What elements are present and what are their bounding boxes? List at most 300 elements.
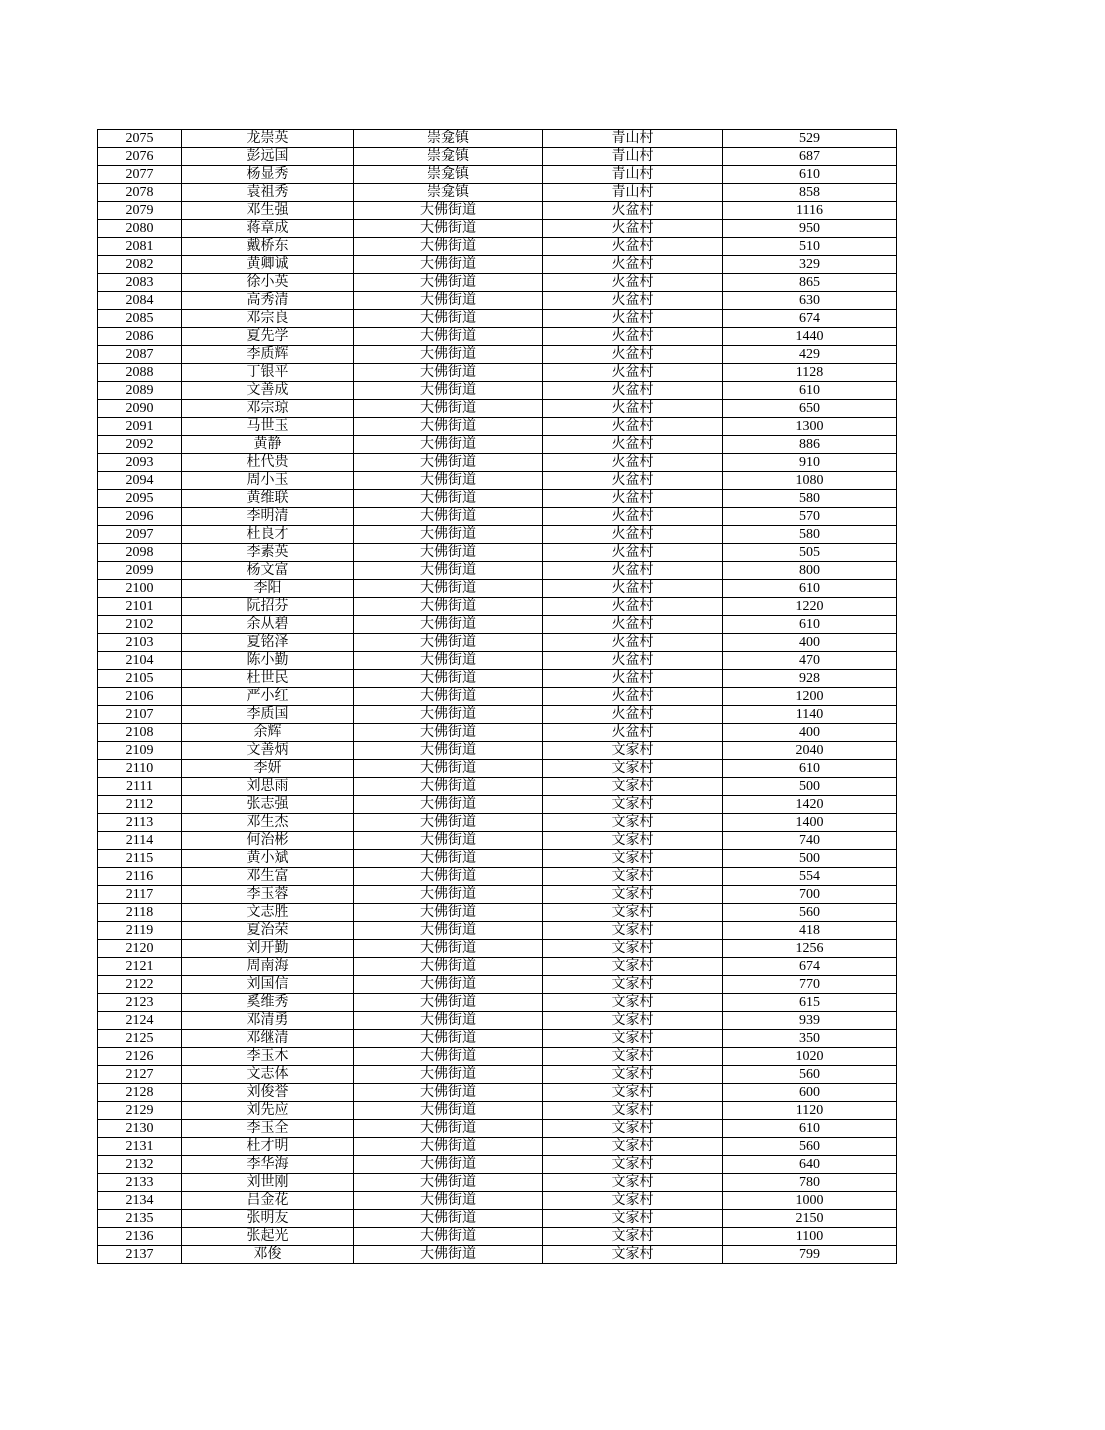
town-cell: 大佛街道 [354, 1210, 543, 1228]
village-cell: 火盆村 [543, 490, 723, 508]
table-row [98, 976, 897, 994]
row-number-cell: 2117 [98, 886, 182, 904]
table-row [98, 1192, 897, 1210]
village-cell: 文家村 [543, 1012, 723, 1030]
town-cell: 大佛街道 [354, 1066, 543, 1084]
village-cell: 火盆村 [543, 454, 723, 472]
village-cell: 文家村 [543, 1030, 723, 1048]
amount-cell: 740 [723, 832, 897, 850]
name-cell: 刘俊誉 [182, 1084, 354, 1102]
village-cell: 火盆村 [543, 202, 723, 220]
village-cell: 火盆村 [543, 256, 723, 274]
name-cell: 袁祖秀 [182, 184, 354, 202]
table-row [98, 130, 897, 148]
name-cell: 夏治荣 [182, 922, 354, 940]
village-cell: 文家村 [543, 976, 723, 994]
amount-cell: 560 [723, 904, 897, 922]
village-cell: 火盆村 [543, 634, 723, 652]
town-cell: 大佛街道 [354, 1138, 543, 1156]
town-cell: 大佛街道 [354, 220, 543, 238]
name-cell: 李玉木 [182, 1048, 354, 1066]
amount-cell: 939 [723, 1012, 897, 1030]
town-cell: 大佛街道 [354, 472, 543, 490]
name-cell: 邓生富 [182, 868, 354, 886]
name-cell: 李阳 [182, 580, 354, 598]
row-number-cell: 2120 [98, 940, 182, 958]
town-cell: 大佛街道 [354, 598, 543, 616]
table-row [98, 760, 897, 778]
town-cell: 大佛街道 [354, 1192, 543, 1210]
name-cell: 阮招芬 [182, 598, 354, 616]
town-cell: 大佛街道 [354, 382, 543, 400]
row-number-cell: 2079 [98, 202, 182, 220]
name-cell: 严小红 [182, 688, 354, 706]
amount-cell: 780 [723, 1174, 897, 1192]
table-row [98, 904, 897, 922]
row-number-cell: 2102 [98, 616, 182, 634]
amount-cell: 615 [723, 994, 897, 1012]
amount-cell: 800 [723, 562, 897, 580]
amount-cell: 554 [723, 868, 897, 886]
amount-cell: 350 [723, 1030, 897, 1048]
name-cell: 杜代贵 [182, 454, 354, 472]
table-row [98, 1174, 897, 1192]
row-number-cell: 2115 [98, 850, 182, 868]
row-number-cell: 2114 [98, 832, 182, 850]
name-cell: 邓宗良 [182, 310, 354, 328]
name-cell: 杨显秀 [182, 166, 354, 184]
amount-cell: 1140 [723, 706, 897, 724]
amount-cell: 400 [723, 634, 897, 652]
town-cell: 大佛街道 [354, 436, 543, 454]
amount-cell: 610 [723, 760, 897, 778]
table-row [98, 850, 897, 868]
town-cell: 大佛街道 [354, 580, 543, 598]
row-number-cell: 2087 [98, 346, 182, 364]
village-cell: 火盆村 [543, 526, 723, 544]
name-cell: 戴桥东 [182, 238, 354, 256]
table-row [98, 526, 897, 544]
table-row [98, 652, 897, 670]
table-row [98, 328, 897, 346]
name-cell: 龙崇英 [182, 130, 354, 148]
amount-cell: 2040 [723, 742, 897, 760]
row-number-cell: 2126 [98, 1048, 182, 1066]
row-number-cell: 2116 [98, 868, 182, 886]
table-row [98, 454, 897, 472]
village-cell: 青山村 [543, 148, 723, 166]
village-cell: 文家村 [543, 1138, 723, 1156]
row-number-cell: 2107 [98, 706, 182, 724]
row-number-cell: 2127 [98, 1066, 182, 1084]
row-number-cell: 2129 [98, 1102, 182, 1120]
village-cell: 文家村 [543, 742, 723, 760]
amount-cell: 1200 [723, 688, 897, 706]
town-cell: 大佛街道 [354, 526, 543, 544]
village-cell: 文家村 [543, 940, 723, 958]
village-cell: 火盆村 [543, 346, 723, 364]
amount-cell: 500 [723, 850, 897, 868]
town-cell: 大佛街道 [354, 922, 543, 940]
village-cell: 文家村 [543, 760, 723, 778]
row-number-cell: 2086 [98, 328, 182, 346]
row-number-cell: 2105 [98, 670, 182, 688]
village-cell: 火盆村 [543, 652, 723, 670]
name-cell: 文志胜 [182, 904, 354, 922]
table-row [98, 598, 897, 616]
village-cell: 文家村 [543, 814, 723, 832]
table-row [98, 364, 897, 382]
amount-cell: 418 [723, 922, 897, 940]
row-number-cell: 2119 [98, 922, 182, 940]
table-row [98, 1138, 897, 1156]
name-cell: 李玉全 [182, 1120, 354, 1138]
town-cell: 大佛街道 [354, 796, 543, 814]
table-row [98, 814, 897, 832]
row-number-cell: 2103 [98, 634, 182, 652]
row-number-cell: 2075 [98, 130, 182, 148]
town-cell: 大佛街道 [354, 202, 543, 220]
town-cell: 崇龛镇 [354, 166, 543, 184]
village-cell: 火盆村 [543, 400, 723, 418]
town-cell: 大佛街道 [354, 1174, 543, 1192]
name-cell: 刘先应 [182, 1102, 354, 1120]
row-number-cell: 2135 [98, 1210, 182, 1228]
table-row [98, 184, 897, 202]
name-cell: 杜才明 [182, 1138, 354, 1156]
amount-cell: 560 [723, 1066, 897, 1084]
table-row [98, 922, 897, 940]
village-cell: 文家村 [543, 832, 723, 850]
row-number-cell: 2131 [98, 1138, 182, 1156]
name-cell: 何治彬 [182, 832, 354, 850]
amount-cell: 1440 [723, 328, 897, 346]
village-cell: 火盆村 [543, 292, 723, 310]
town-cell: 大佛街道 [354, 310, 543, 328]
table-row [98, 688, 897, 706]
village-cell: 文家村 [543, 994, 723, 1012]
village-cell: 火盆村 [543, 562, 723, 580]
name-cell: 余辉 [182, 724, 354, 742]
amount-cell: 886 [723, 436, 897, 454]
table-row [98, 724, 897, 742]
table-row [98, 220, 897, 238]
name-cell: 邓生杰 [182, 814, 354, 832]
amount-cell: 700 [723, 886, 897, 904]
amount-cell: 560 [723, 1138, 897, 1156]
town-cell: 大佛街道 [354, 652, 543, 670]
amount-cell: 580 [723, 526, 897, 544]
village-cell: 文家村 [543, 1156, 723, 1174]
amount-cell: 865 [723, 274, 897, 292]
village-cell: 文家村 [543, 1174, 723, 1192]
name-cell: 刘开勤 [182, 940, 354, 958]
table-row [98, 634, 897, 652]
town-cell: 大佛街道 [354, 868, 543, 886]
table-row [98, 1246, 897, 1264]
row-number-cell: 2088 [98, 364, 182, 382]
amount-cell: 570 [723, 508, 897, 526]
name-cell: 吕金花 [182, 1192, 354, 1210]
amount-cell: 610 [723, 580, 897, 598]
village-cell: 火盆村 [543, 238, 723, 256]
town-cell: 大佛街道 [354, 814, 543, 832]
town-cell: 大佛街道 [354, 256, 543, 274]
village-cell: 青山村 [543, 184, 723, 202]
row-number-cell: 2130 [98, 1120, 182, 1138]
table-row [98, 346, 897, 364]
row-number-cell: 2109 [98, 742, 182, 760]
village-cell: 火盆村 [543, 310, 723, 328]
name-cell: 文善成 [182, 382, 354, 400]
amount-cell: 610 [723, 1120, 897, 1138]
amount-cell: 470 [723, 652, 897, 670]
town-cell: 崇龛镇 [354, 184, 543, 202]
row-number-cell: 2134 [98, 1192, 182, 1210]
row-number-cell: 2090 [98, 400, 182, 418]
amount-cell: 858 [723, 184, 897, 202]
village-cell: 火盆村 [543, 598, 723, 616]
town-cell: 大佛街道 [354, 886, 543, 904]
name-cell: 邓继清 [182, 1030, 354, 1048]
village-cell: 火盆村 [543, 364, 723, 382]
village-cell: 文家村 [543, 958, 723, 976]
table-row [98, 580, 897, 598]
village-cell: 文家村 [543, 1210, 723, 1228]
name-cell: 杜良才 [182, 526, 354, 544]
name-cell: 李玉蓉 [182, 886, 354, 904]
amount-cell: 687 [723, 148, 897, 166]
name-cell: 杨文富 [182, 562, 354, 580]
town-cell: 大佛街道 [354, 706, 543, 724]
amount-cell: 329 [723, 256, 897, 274]
name-cell: 李华海 [182, 1156, 354, 1174]
town-cell: 大佛街道 [354, 346, 543, 364]
table-row [98, 670, 897, 688]
table-row [98, 1048, 897, 1066]
amount-cell: 950 [723, 220, 897, 238]
name-cell: 邓清勇 [182, 1012, 354, 1030]
amount-cell: 910 [723, 454, 897, 472]
row-number-cell: 2094 [98, 472, 182, 490]
row-number-cell: 2081 [98, 238, 182, 256]
amount-cell: 600 [723, 1084, 897, 1102]
town-cell: 大佛街道 [354, 832, 543, 850]
name-cell: 张志强 [182, 796, 354, 814]
table-row [98, 310, 897, 328]
name-cell: 文善炳 [182, 742, 354, 760]
row-number-cell: 2080 [98, 220, 182, 238]
amount-cell: 2150 [723, 1210, 897, 1228]
name-cell: 李明清 [182, 508, 354, 526]
row-number-cell: 2133 [98, 1174, 182, 1192]
table-row [98, 832, 897, 850]
table-row [98, 994, 897, 1012]
village-cell: 文家村 [543, 778, 723, 796]
amount-cell: 1420 [723, 796, 897, 814]
row-number-cell: 2136 [98, 1228, 182, 1246]
village-cell: 文家村 [543, 868, 723, 886]
row-number-cell: 2095 [98, 490, 182, 508]
town-cell: 大佛街道 [354, 1030, 543, 1048]
name-cell: 刘国信 [182, 976, 354, 994]
name-cell: 李质国 [182, 706, 354, 724]
town-cell: 崇龛镇 [354, 130, 543, 148]
name-cell: 黄卿诚 [182, 256, 354, 274]
town-cell: 大佛街道 [354, 1156, 543, 1174]
table-row [98, 958, 897, 976]
row-number-cell: 2092 [98, 436, 182, 454]
table-row [98, 400, 897, 418]
name-cell: 夏先学 [182, 328, 354, 346]
table-row [98, 1084, 897, 1102]
amount-cell: 1300 [723, 418, 897, 436]
town-cell: 大佛街道 [354, 670, 543, 688]
table-row [98, 256, 897, 274]
amount-cell: 610 [723, 166, 897, 184]
amount-cell: 1120 [723, 1102, 897, 1120]
table-row [98, 1156, 897, 1174]
table-row [98, 148, 897, 166]
name-cell: 周小玉 [182, 472, 354, 490]
table-row [98, 202, 897, 220]
village-cell: 文家村 [543, 796, 723, 814]
village-cell: 文家村 [543, 1048, 723, 1066]
table-row [98, 562, 897, 580]
table-row [98, 544, 897, 562]
village-cell: 文家村 [543, 1102, 723, 1120]
name-cell: 彭远国 [182, 148, 354, 166]
row-number-cell: 2118 [98, 904, 182, 922]
row-number-cell: 2083 [98, 274, 182, 292]
village-cell: 火盆村 [543, 580, 723, 598]
name-cell: 陈小勤 [182, 652, 354, 670]
name-cell: 邓宗琼 [182, 400, 354, 418]
table-row [98, 292, 897, 310]
row-number-cell: 2113 [98, 814, 182, 832]
name-cell: 余从碧 [182, 616, 354, 634]
row-number-cell: 2096 [98, 508, 182, 526]
town-cell: 大佛街道 [354, 850, 543, 868]
row-number-cell: 2111 [98, 778, 182, 796]
name-cell: 邓生强 [182, 202, 354, 220]
village-cell: 火盆村 [543, 544, 723, 562]
name-cell: 李素英 [182, 544, 354, 562]
table-row [98, 1228, 897, 1246]
town-cell: 大佛街道 [354, 1012, 543, 1030]
row-number-cell: 2123 [98, 994, 182, 1012]
amount-cell: 630 [723, 292, 897, 310]
name-cell: 刘世刚 [182, 1174, 354, 1192]
village-cell: 文家村 [543, 1228, 723, 1246]
row-number-cell: 2089 [98, 382, 182, 400]
row-number-cell: 2106 [98, 688, 182, 706]
name-cell: 奚维秀 [182, 994, 354, 1012]
amount-cell: 640 [723, 1156, 897, 1174]
town-cell: 大佛街道 [354, 364, 543, 382]
row-number-cell: 2085 [98, 310, 182, 328]
town-cell: 大佛街道 [354, 1048, 543, 1066]
town-cell: 大佛街道 [354, 400, 543, 418]
amount-cell: 510 [723, 238, 897, 256]
name-cell: 李质辉 [182, 346, 354, 364]
village-cell: 文家村 [543, 1192, 723, 1210]
town-cell: 大佛街道 [354, 1120, 543, 1138]
town-cell: 大佛街道 [354, 688, 543, 706]
amount-cell: 610 [723, 382, 897, 400]
name-cell: 李妍 [182, 760, 354, 778]
name-cell: 夏铭泽 [182, 634, 354, 652]
town-cell: 大佛街道 [354, 904, 543, 922]
table-row [98, 1012, 897, 1030]
town-cell: 大佛街道 [354, 1228, 543, 1246]
name-cell: 杜世民 [182, 670, 354, 688]
village-cell: 火盆村 [543, 688, 723, 706]
town-cell: 大佛街道 [354, 1102, 543, 1120]
town-cell: 大佛街道 [354, 616, 543, 634]
table-row [98, 742, 897, 760]
town-cell: 大佛街道 [354, 940, 543, 958]
village-cell: 文家村 [543, 1084, 723, 1102]
town-cell: 大佛街道 [354, 724, 543, 742]
row-number-cell: 2122 [98, 976, 182, 994]
village-cell: 文家村 [543, 886, 723, 904]
amount-cell: 580 [723, 490, 897, 508]
village-cell: 文家村 [543, 904, 723, 922]
table-row [98, 616, 897, 634]
village-cell: 文家村 [543, 1120, 723, 1138]
amount-cell: 650 [723, 400, 897, 418]
town-cell: 大佛街道 [354, 544, 543, 562]
village-cell: 文家村 [543, 1066, 723, 1084]
table-row [98, 778, 897, 796]
row-number-cell: 2097 [98, 526, 182, 544]
town-cell: 大佛街道 [354, 994, 543, 1012]
row-number-cell: 2091 [98, 418, 182, 436]
row-number-cell: 2124 [98, 1012, 182, 1030]
town-cell: 大佛街道 [354, 418, 543, 436]
village-cell: 青山村 [543, 130, 723, 148]
village-cell: 青山村 [543, 166, 723, 184]
row-number-cell: 2104 [98, 652, 182, 670]
amount-cell: 1080 [723, 472, 897, 490]
village-cell: 火盆村 [543, 220, 723, 238]
table-row [98, 166, 897, 184]
town-cell: 大佛街道 [354, 328, 543, 346]
row-number-cell: 2077 [98, 166, 182, 184]
town-cell: 大佛街道 [354, 490, 543, 508]
town-cell: 大佛街道 [354, 508, 543, 526]
row-number-cell: 2121 [98, 958, 182, 976]
amount-cell: 400 [723, 724, 897, 742]
table-body [98, 130, 897, 1264]
table-row [98, 1102, 897, 1120]
amount-cell: 610 [723, 616, 897, 634]
amount-cell: 1256 [723, 940, 897, 958]
name-cell: 文志体 [182, 1066, 354, 1084]
amount-cell: 674 [723, 310, 897, 328]
amount-cell: 799 [723, 1246, 897, 1264]
town-cell: 大佛街道 [354, 562, 543, 580]
table-row [98, 472, 897, 490]
row-number-cell: 2101 [98, 598, 182, 616]
town-cell: 大佛街道 [354, 778, 543, 796]
table-row [98, 1120, 897, 1138]
name-cell: 邓俊 [182, 1246, 354, 1264]
row-number-cell: 2125 [98, 1030, 182, 1048]
village-cell: 文家村 [543, 850, 723, 868]
row-number-cell: 2093 [98, 454, 182, 472]
